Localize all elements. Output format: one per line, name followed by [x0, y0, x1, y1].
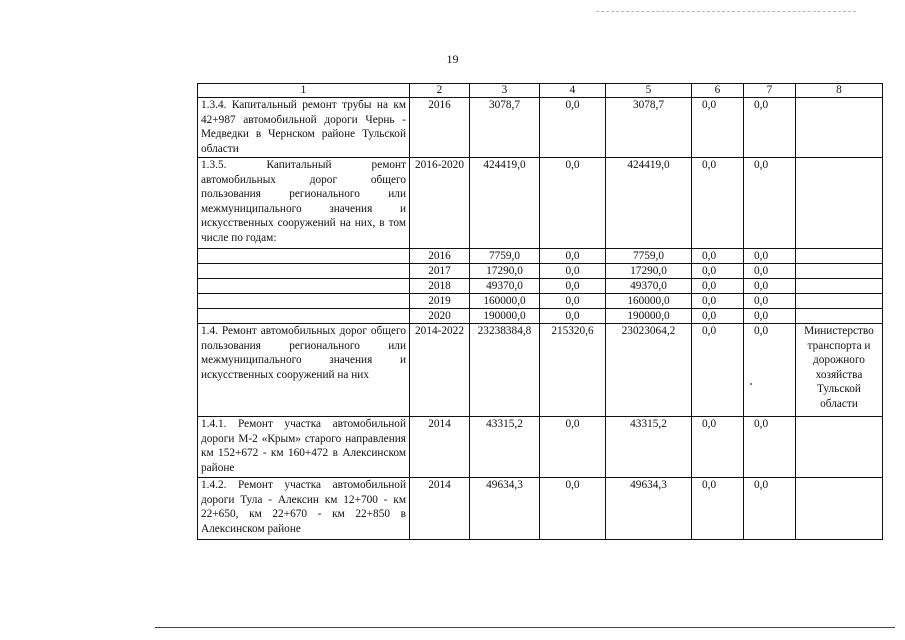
row-executor	[796, 249, 883, 264]
row-local: 0,0	[692, 98, 744, 158]
top-edge-line	[596, 11, 856, 12]
table-row	[198, 249, 883, 264]
row-total: 23238384,8	[470, 324, 540, 417]
row-local: 0,0	[692, 294, 744, 309]
row-regional: 190000,0	[606, 309, 692, 324]
row-local: 0,0	[692, 249, 744, 264]
row-federal: 0,0	[540, 249, 606, 264]
table-row	[198, 309, 883, 324]
row-executor	[796, 478, 883, 540]
row-description	[198, 309, 410, 324]
page-number: 19	[446, 52, 459, 66]
table-row	[198, 478, 883, 540]
row-period: 2017	[410, 264, 470, 279]
row-regional: 3078,7	[606, 98, 692, 158]
row-description: 1.3.4. Капитальный ремонт трубы на км 42+987 автомобильной дороги Чернь - Медведки в Чернском районе Тульской области	[198, 98, 410, 158]
table-header-row	[198, 84, 883, 98]
row-other: 0,0	[744, 98, 796, 158]
table-row	[198, 158, 883, 249]
row-other: 0,0	[744, 264, 796, 279]
row-executor	[796, 279, 883, 294]
scan-artifact-dot	[750, 383, 752, 385]
column-header: 7	[744, 84, 796, 98]
row-other: 0,0	[744, 309, 796, 324]
row-period: 2014-2022	[410, 324, 470, 417]
row-executor	[796, 98, 883, 158]
row-description: 1.4. Ремонт автомобильных дорог общего пользования регионального или межмуниципального значения и искусственных сооружений на них	[198, 324, 410, 417]
row-executor	[796, 294, 883, 309]
row-period: 2018	[410, 279, 470, 294]
row-total: 160000,0	[470, 294, 540, 309]
row-total: 17290,0	[470, 264, 540, 279]
table-row	[198, 264, 883, 279]
row-local: 0,0	[692, 324, 744, 417]
row-description: 1.3.5. Капитальный ремонт автомобильных дорог общего пользования регионального или межмуниципального значения и искусственных сооружений на них, в том числе по годам:	[198, 158, 410, 249]
budget-table	[197, 83, 883, 540]
row-executor	[796, 309, 883, 324]
column-header: 6	[692, 84, 744, 98]
bottom-edge-line	[155, 627, 895, 628]
row-description	[198, 279, 410, 294]
row-executor	[796, 264, 883, 279]
row-federal: 0,0	[540, 309, 606, 324]
table-row	[198, 98, 883, 158]
row-description	[198, 249, 410, 264]
row-other: 0,0	[744, 249, 796, 264]
column-header: 5	[606, 84, 692, 98]
column-header: 1	[198, 84, 410, 98]
row-period: 2019	[410, 294, 470, 309]
row-other: 0,0	[744, 478, 796, 540]
row-federal: 0,0	[540, 98, 606, 158]
row-federal: 0,0	[540, 478, 606, 540]
row-regional: 49634,3	[606, 478, 692, 540]
row-federal: 0,0	[540, 294, 606, 309]
row-total: 3078,7	[470, 98, 540, 158]
table-row	[198, 417, 883, 478]
row-period: 2020	[410, 309, 470, 324]
row-total: 190000,0	[470, 309, 540, 324]
row-regional: 160000,0	[606, 294, 692, 309]
row-federal: 0,0	[540, 417, 606, 478]
row-regional: 17290,0	[606, 264, 692, 279]
row-executor	[796, 158, 883, 249]
table-row	[198, 294, 883, 309]
column-header: 2	[410, 84, 470, 98]
row-federal: 0,0	[540, 158, 606, 249]
row-executor: Министерство транспорта и дорожного хозяйства Тульской области	[796, 324, 883, 417]
row-period: 2016-2020	[410, 158, 470, 249]
table-row	[198, 279, 883, 294]
row-other: 0,0	[744, 417, 796, 478]
row-total: 49634,3	[470, 478, 540, 540]
column-header: 8	[796, 84, 883, 98]
table-row	[198, 324, 883, 417]
row-other: 0,0	[744, 158, 796, 249]
row-total: 49370,0	[470, 279, 540, 294]
row-local: 0,0	[692, 279, 744, 294]
row-total: 424419,0	[470, 158, 540, 249]
row-description	[198, 264, 410, 279]
row-regional: 49370,0	[606, 279, 692, 294]
row-federal: 215320,6	[540, 324, 606, 417]
row-regional: 424419,0	[606, 158, 692, 249]
row-executor	[796, 417, 883, 478]
row-period: 2014	[410, 478, 470, 540]
row-regional: 7759,0	[606, 249, 692, 264]
row-other: 0,0	[744, 324, 796, 417]
row-local: 0,0	[692, 158, 744, 249]
row-description: 1.4.1. Ремонт участка автомобильной дороги М-2 «Крым» старого направления км 152+672 - км 160+472 в Алексинском районе	[198, 417, 410, 478]
row-description: 1.4.2. Ремонт участка автомобильной дороги Тула - Алексин км 12+700 - км 22+650, км 22+670 - км 22+850 в Алексинском районе	[198, 478, 410, 540]
row-total: 43315,2	[470, 417, 540, 478]
row-federal: 0,0	[540, 264, 606, 279]
row-local: 0,0	[692, 309, 744, 324]
column-header: 4	[540, 84, 606, 98]
row-local: 0,0	[692, 417, 744, 478]
column-header: 3	[470, 84, 540, 98]
row-regional: 23023064,2	[606, 324, 692, 417]
row-local: 0,0	[692, 264, 744, 279]
row-period: 2016	[410, 249, 470, 264]
row-other: 0,0	[744, 294, 796, 309]
row-federal: 0,0	[540, 279, 606, 294]
row-description	[198, 294, 410, 309]
row-total: 7759,0	[470, 249, 540, 264]
row-other: 0,0	[744, 279, 796, 294]
row-period: 2014	[410, 417, 470, 478]
row-local: 0,0	[692, 478, 744, 540]
row-period: 2016	[410, 98, 470, 158]
row-regional: 43315,2	[606, 417, 692, 478]
